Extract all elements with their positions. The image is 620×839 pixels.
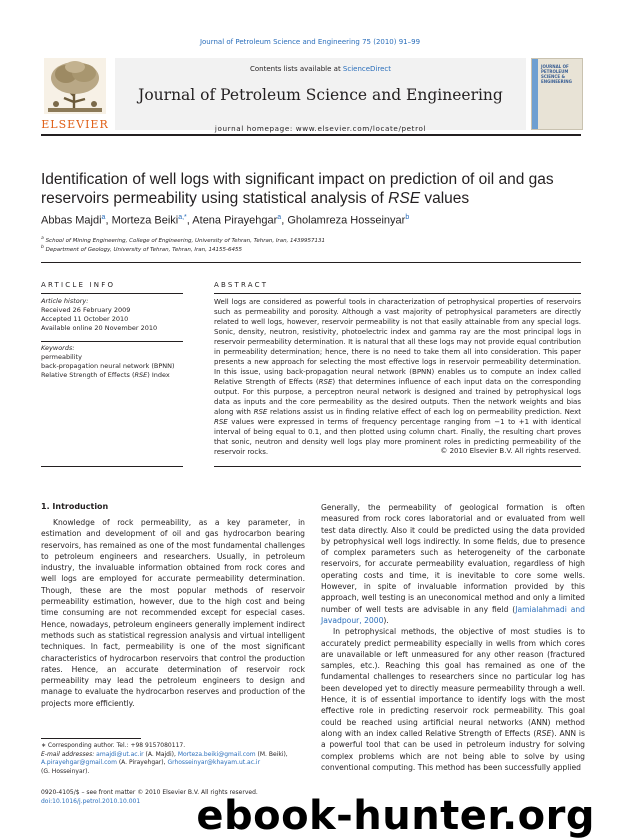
author-name[interactable]: Morteza Beiki (111, 214, 179, 227)
abstract-part: Well logs are considered as powerful tools in characterization of petrophysical properties of reservoirs such as permeability and porosity. Although a vast majority of petrophysical parameters are directly related to well logs, however, reservoir permeability is not that easily attainable from any special logs. Sonic, density, neutron, resistivity, photoelectric index and gamma ray are the most principal logs in reservoir permeability determination. It is natural that all these logs may not provide equal contribution in permeability determination; hence, there is no need to take them all into consideration. This paper presents a new approach for selecting the most effective logs in reservoir permeability determination. In this issue, using back-propagation neural network (BPNN) enables us to compute an index called Relative Strength of Effects ( (214, 298, 581, 386)
article-info-heading: ARTICLE INFO (41, 281, 116, 289)
email-owner: (G. Hosseinyar). (41, 767, 90, 775)
journal-homepage (115, 124, 526, 133)
article-info-divider (41, 341, 183, 342)
homepage-url[interactable]: www.elsevier.com/locate/petrol (295, 124, 427, 133)
elsevier-tree-icon (44, 58, 106, 114)
footnote-divider (41, 738, 141, 739)
history-label: Article history: (41, 297, 89, 305)
paragraph-text: ). ANN is a powerful tool that can be used in petroleum industry for solving complex problems which are not being able to solve by using conventional computing. This method has been successfully applied (321, 728, 585, 772)
abstract-part: values were expressed in terms of frequency percentage ranging from −1 to +1 with identical interval of being equal to 0.1, and then plotted using column chart. Finally, the resulting chart proves that sonic, neutron and density well logs play more prominent roles in predicting permeability of the reservoir rocks. (214, 418, 581, 456)
elsevier-logo (41, 58, 109, 134)
body-column-left (41, 517, 305, 709)
body-paragraph (321, 502, 585, 626)
abstract-italic: RSE (253, 408, 268, 416)
homepage-prefix: journal homepage: (214, 124, 296, 133)
abstract-italic: RSE (214, 418, 228, 426)
abstract-italic: RSE (318, 378, 333, 386)
email-link[interactable]: A.pirayehgar@gmail.com (41, 759, 117, 767)
affiliation-a: $^a$ School of Mining Engineering, College of Engineering, University of Tehran, Tehran, Iran, 1439957131 (41, 236, 326, 244)
abstract-part: ) that determines influence of each input data on the corresponding output. For this purpose, a perceptron neural network is designed and trained by petrophysical logs data as inputs and the core permeability as the desired outputs. Then the network weights and bias along with (214, 378, 581, 416)
journal-reference[interactable]: Journal of Petroleum Science and Engineering 75 (2010) 91–99 (199, 38, 421, 46)
author-name[interactable]: Gholamreza Hosseinyar (287, 214, 406, 227)
elsevier-wordmark: ELSEVIER (41, 118, 109, 131)
article-info-divider (41, 293, 183, 294)
email-addresses (41, 751, 305, 777)
email-owner: (A. Majdi), (143, 750, 178, 758)
author-affiliation-mark[interactable]: a (277, 214, 282, 221)
citation-link[interactable]: Jamialahmadi and Javadpour, 2000 (321, 604, 586, 625)
keywords (41, 344, 183, 380)
paper-title (41, 170, 581, 208)
title-text-end: values (420, 190, 470, 207)
keyword (41, 371, 183, 380)
section-heading-introduction: 1. Introduction (41, 502, 109, 511)
abstract-heading: ABSTRACT (214, 281, 269, 289)
keyword-text: Relative Strength of Effects ( (41, 371, 135, 379)
cover-stripe (532, 59, 538, 129)
paragraph-text: Generally, the permeability of geological formation is often measured from rock cores laboratorial and or evaluated from well test data directly. Also it could be predicted using the data provided by petrophysical well logs indirectly. In some fields, due to presence of complex parameters such as heterogeneity of the carbonate reservoirs, for accurate permeability evaluation, regardless of high operating costs and time, it is inevitable to core some wells. However, in spite of invaluable information provided by this approach, well testing is an uneconomical method and only a limited number of well tests are advisable in any field ( (321, 503, 585, 614)
sciencedirect-link[interactable]: ScienceDirect (342, 65, 392, 73)
email-owner: (M. Beiki), (255, 750, 288, 758)
email-link[interactable]: Morteza.beiki@gmail.com (177, 750, 256, 758)
abstract-text (214, 297, 581, 457)
affiliation-b: $^b$ Department of Geology, University of Tehran, Tehran, Iran, 14155-6455 (41, 245, 243, 253)
author-name[interactable]: Abbas Majdi (41, 214, 102, 227)
keyword: permeability (41, 353, 82, 361)
issn-line: 0920-4105/$ – see front matter © 2010 Elsevier B.V. All rights reserved. (41, 789, 258, 796)
title-text: Identification of well logs with significant impact on prediction of oil and gas reservoirs permeability using statistical analysis of (41, 171, 554, 207)
copyright-notice: © 2010 Elsevier B.V. All rights reserved. (440, 447, 581, 455)
keywords-label: Keywords: (41, 344, 75, 352)
online-date: Available online 20 November 2010 (41, 324, 158, 332)
watermark: ebook-hunter.org (196, 793, 595, 839)
title-divider (41, 262, 581, 263)
corresponding-author: ∗ Corresponding author. Tel.: +98 9157080117. (41, 742, 186, 749)
paragraph-italic: RSE (536, 728, 552, 738)
email-owner: (A. Pirayehgar), (116, 759, 168, 767)
journal-cover-thumbnail[interactable] (531, 58, 583, 130)
keyword-italic: RSE (134, 371, 148, 379)
author-affiliation-mark[interactable]: a (101, 214, 106, 221)
paragraph-text: ). (383, 615, 389, 625)
received-date: Received 26 February 2009 (41, 306, 131, 314)
doi-link[interactable]: doi:10.1016/j.petrol.2010.10.001 (41, 797, 141, 805)
keyword-text-end: ) Index (147, 371, 170, 379)
contents-prefix: Contents lists available at (249, 65, 343, 73)
journal-name: Journal of Petroleum Science and Engineering (138, 86, 503, 104)
author-list: Abbas Majdi$^a$, Morteza Beiki$^{a,*}$, Atena Pirayehgar$^a$, Gholamreza Hosseinyar$^b$ (41, 214, 410, 227)
affiliation-a-text: School of Mining Engineering, College of Engineering, University of Tehran, Tehran, Iran, 1439957131 (45, 237, 326, 244)
accepted-date: Accepted 11 October 2010 (41, 315, 129, 323)
header-divider (41, 134, 581, 136)
abstract-divider (214, 466, 581, 467)
email-label: E-mail addresses: (41, 750, 97, 758)
body-column-right (321, 502, 585, 773)
email-link[interactable]: amajdi@ut.ac.ir (96, 750, 144, 758)
abstract-divider (214, 293, 581, 294)
body-paragraph: Knowledge of rock permeability, as a key parameter, in estimation and development of oil and gas hydrocarbon bearing reservoirs, has remained as one of the most fundamental challenges to petroleum engineers and researchers. Usually, in petroleum industry, the invaluable information obtained from rock cores and well logs are employed for accurate permeability determination. Though, these are the most popular methods of reservoir permeability estimation, however, due to the high cost and being time consuming are not recommended except for especial cases. Hence, nowadays, petroleum engineers generally implement indirect methods such as statistical regression analysis and virtual intelligent techniques. In fact, permeability is one of the most significant characteristics of hydrocarbon reservoirs that control the production rates. Hence, an accurate determination of reservoir rock permeability may lead the petroleum engineers to design and manage to evaluate the hydrocarbon reserves and production of the projects more efficiently. (41, 518, 305, 708)
author-name[interactable]: Atena Pirayehgar (192, 214, 278, 227)
abstract-part: relations assist us in finding relative effect of each log on permeability prediction. Next (267, 408, 581, 416)
keyword: back-propagation neural network (BPNN) (41, 362, 175, 370)
author-affiliation-mark[interactable]: a,* (178, 214, 187, 221)
contents-line (115, 65, 526, 73)
title-italic: RSE (388, 190, 421, 207)
author-affiliation-mark[interactable]: b (405, 214, 410, 221)
article-history (41, 297, 183, 333)
email-link[interactable]: Grhosseinyar@khayam.ut.ac.ir (167, 759, 261, 767)
footnotes (41, 742, 305, 776)
affiliation-b-text: Department of Geology, University of Tehran, Tehran, Iran, 14155-6455 (45, 246, 243, 253)
body-paragraph (321, 626, 585, 773)
article-info-divider (41, 466, 183, 467)
cover-title: JOURNAL OF PETROLEUM SCIENCE & ENGINEERING (541, 64, 572, 84)
paragraph-text: In petrophysical methods, the objective of most studies is to accurately predict permeability especially in wells from which cores are unavailable or left unmeasured for any other reason (fractured samples, etc.). Reaching this goal has remained as one of the fundamental challenges to researchers since no particular log has been developed yet to directly measure permeability through a well. Hence, it is of essential importance to identify logs with the most effective role in predicting reservoir rock permeability. This goal could be reached using artificial neural networks (ANN) method along with an index called Relative Strength of Effects ( (321, 627, 585, 738)
